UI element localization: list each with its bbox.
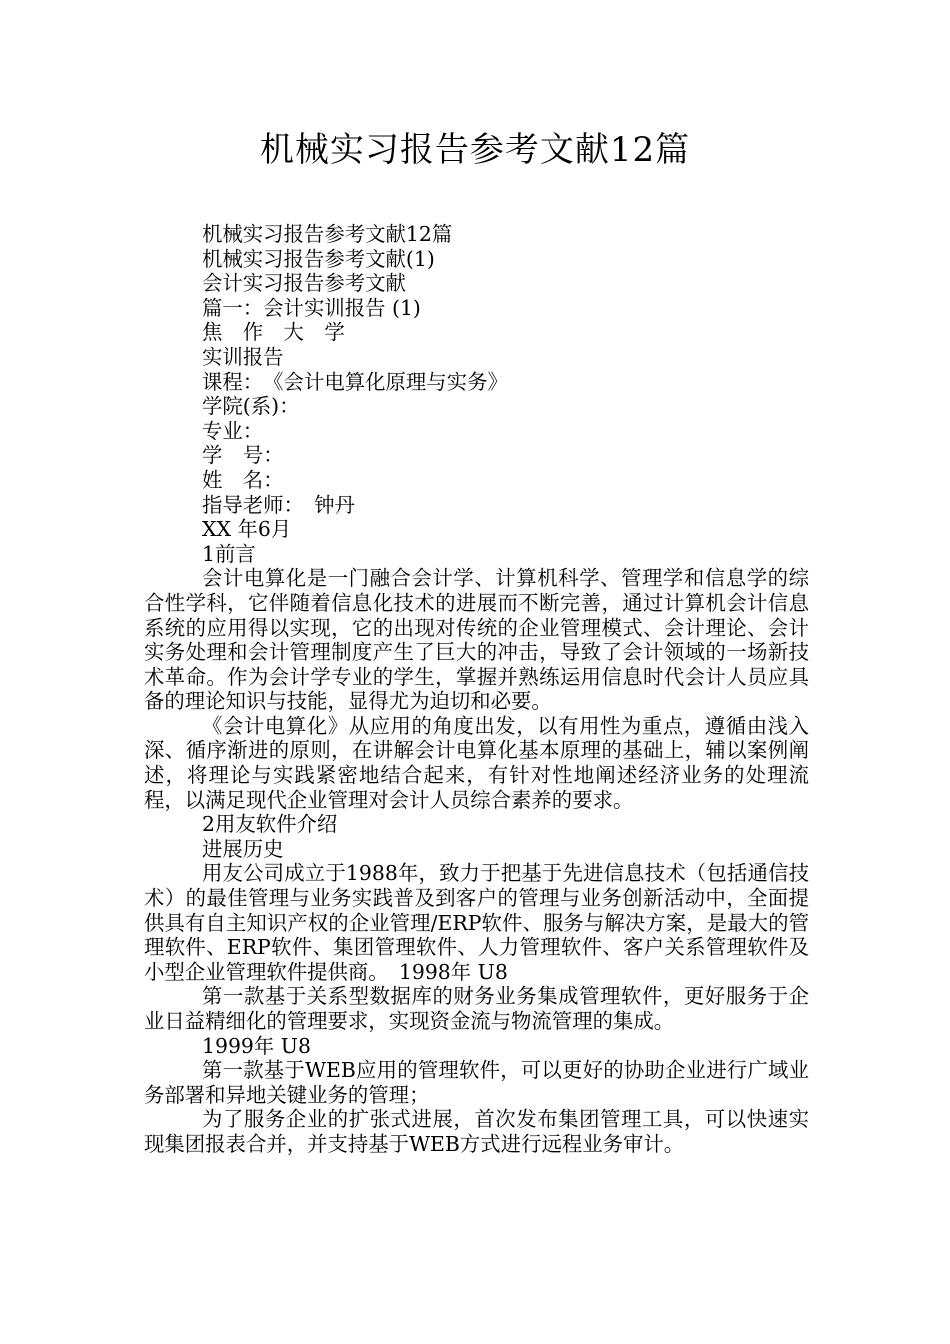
text-line: 机械实习报告参考文献(1) [202, 246, 435, 271]
text-line: 专业： [202, 418, 264, 443]
subsection-heading: 进展历史 [202, 836, 284, 861]
section-heading: 1前言 [202, 541, 256, 566]
text-line: 机械实习报告参考文献12篇 [202, 222, 453, 246]
text-line: 指导老师： 钟丹 [202, 492, 355, 517]
text-line: 学 号： [202, 443, 284, 468]
text-line: 焦 作 大 学 [202, 320, 345, 345]
text-line: 姓 名： [202, 467, 284, 492]
paragraph: 第一款基于WEB应用的管理软件，可以更好的协助企业进行广域业务部署和异地关键业务的管理； [144, 1058, 809, 1107]
paragraph: 为了服务企业的扩张式进展，首次发布集团管理工具，可以快速实现集团报表合并，并支持基于WEB方式进行远程业务审计。 [144, 1107, 809, 1156]
paragraph: 用友公司成立于1988年，致力于把基于先进信息技术（包括通信技术）的最佳管理与业务实践普及到客户的管理与业务创新活动中，全面提供具有自主知识产权的企业管理/ERP软件、服务与解决方案，是最大的管理软件、ERP软件、集团管理软件、人力管理软件、客户关系管理软件及小型企业管理软件提供商。 1998年 U8 [144, 861, 809, 984]
text-line: 会计实习报告参考文献 [202, 271, 406, 296]
paragraph: 第一款基于关系型数据库的财务业务集成管理软件，更好服务于企业日益精细化的管理要求，实现资金流与物流管理的集成。 [144, 984, 809, 1033]
text-line: 学院(系)： [202, 394, 300, 419]
paragraph: 《会计电算化》从应用的角度出发，以有用性为重点，遵循由浅入深、循序渐进的原则，在讲解会计电算化基本原理的基础上，辅以案例阐述，将理论与实践紧密地结合起来，有针对性地阐述经济业务的处理流程，以满足现代企业管理对会计人员综合素养的要求。 [144, 713, 809, 812]
text-line: 实训报告 [202, 344, 284, 369]
text-line: 篇一：会计实训报告 (1) [202, 295, 421, 320]
document-title: 机械实习报告参考文献12篇 [259, 130, 691, 170]
document-body [144, 222, 809, 1157]
text-line: 1999年 U8 [202, 1033, 311, 1058]
text-line: XX 年6月 [202, 517, 292, 542]
section-heading: 2用友软件介绍 [202, 812, 338, 837]
paragraph: 会计电算化是一门融合会计学、计算机科学、管理学和信息学的综合性学科，它伴随着信息化技术的进展而不断完善，通过计算机会计信息系统的应用得以实现，它的出现对传统的企业管理模式、会计理论、会计实务处理和会计管理制度产生了巨大的冲击，导致了会计领域的一场新技术革命。作为会计学专业的学生，掌握并熟练运用信息时代会计人员应具备的理论知识与技能，显得尤为迫切和必要。 [144, 566, 809, 714]
text-line: 课程： 《会计电算化原理与实务》 [202, 369, 508, 394]
